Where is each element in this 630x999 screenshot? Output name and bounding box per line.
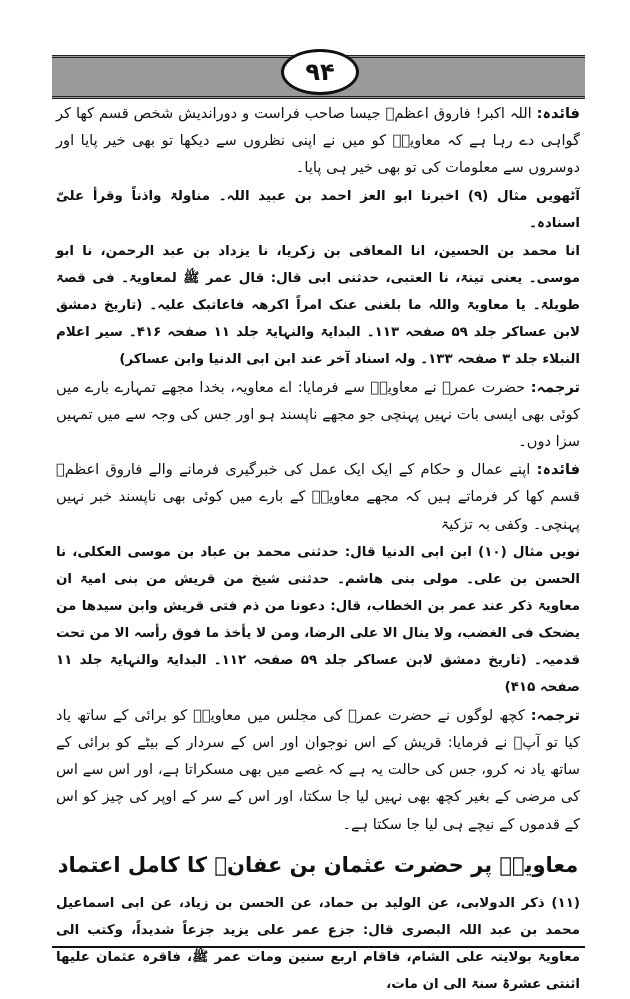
paragraph-translation-1: [56, 374, 580, 456]
chapter-heading: معاویہؓ پر حضرت عثمان بن عفانؓ کا کامل اعتماد: [57, 852, 579, 877]
paragraph-label: آٹھویں مثال (۹): [467, 188, 580, 204]
paragraph-text: ذکر الدولابی، عن الولید بن حماد، عن الحسن بن زیاد، عن ابی اسماعیل محمد بن عبد اللہ البصری قال: جزع عمر علی یزید جزعاً شدیداً، وکتب الی معاویۃ بولایتہ علی الشام، فاقام اربع سنین ومات عمر ﷺ، فاقرہ عثمان علیھا اثنتی عشرۃ سنۃ الی ان مات،: [56, 895, 580, 992]
paragraph-translation-2: [56, 702, 580, 838]
paragraph-note-1: [56, 100, 580, 182]
page-number: ۹۴: [281, 49, 359, 95]
paragraph-text: حضرت عمرؓ نے معاویہؓ سے فرمایا: اے معاویہ، بخدا مجھے تمہارے بارے میں کوئی بھی ایسی بات نہیں پہنچی جو مجھے ناپسند ہو اور جس کی وجہ سے میں تمہیں سزا دوں۔: [56, 378, 580, 451]
paragraph-text: اخبرنا ابو العز احمد بن عبید اللہ۔ مناولۃ واذناً وقرأ علیّ اسنادہ۔: [56, 188, 580, 231]
paragraph-text: کچھ لوگوں نے حضرت عمرؓ کی مجلس میں معاویہؓ کو برائی کے ساتھ یاد کیا تو آپؓ نے فرمایا: قریش کے اس نوجوان اور اس کے سردار کے بیٹے کو برائی کے ساتھ یاد نہ کرو، جس کی حالت یہ ہے کہ غصے میں بھی مسکراتا ہے، اور اس سے اس کی مرضی کے بغیر کچھ بھی نہیں لیا جا سکتا، اور اس کے سر کے اوپر کی چیز کو اس کے قدموں کے نیچے ہی لیا جا سکتا ہے۔: [56, 706, 580, 833]
paragraph-text: اللہ اکبر! فاروق اعظمؓ جیسا صاحب فراست و دوراندیش شخص قسم کھا کر گواہی دے رہا ہے کہ معاویہؓ کو میں نے اپنی نظروں سے دیکھا تو بھی خیر پایا اور دوسروں سے معلومات کی تو بھی خیر ہی پایا۔: [56, 105, 580, 177]
page-footer-rule: [52, 946, 585, 948]
paragraph-closing: [56, 890, 580, 998]
paragraph-label: ترجمہ:: [530, 706, 580, 724]
paragraph-example-9: [56, 539, 580, 701]
paragraph-text: ابن ابی الدنیا قال: حدثنی محمد بن عباد بن موسی العکلی، نا الحسن بن علی۔ مولی بنی ھاشم۔ حدثنی شیخ من قریش من بنی امیۃ ان معاویۃ ذکر عند عمر بن الخطاب، قال: دعونا من ذم فتی قریش وابن سیدھا من یضحک فی الغضب، ولا ینال الا علی الرضا، ومن لا یأخذ ما فوق رأسہ الا من تحت قدمیہ۔ (تاریخ دمشق لابن عساکر جلد ۵۹ صفحہ ۱۱۲۔ البدایۃ والنہایۃ جلد ۱۱ صفحہ ۴۱۵): [56, 544, 580, 695]
paragraph-example-8: [56, 183, 580, 237]
page-body: [56, 100, 580, 999]
paragraph-isnad-1: [56, 238, 580, 373]
paragraph-text: انا محمد بن الحسین، انا المعافی بن زکریا، نا یزداد بن عبد الرحمن، نا ابو موسی۔ یعنی تینۃ، نا العتبی، حدثنی ابی قال: قال عمر ﷺ لمعاویۃ۔ فی قصۃ طویلۃ۔ یا معاویۃ واللہ ما بلغنی عنک امراً اکرھہ فاعاتبک علیہ۔ (تاریخ دمشق لابن عساکر جلد ۵۹ صفحہ ۱۱۳۔ البدایۃ والنہایۃ جلد ۱۱ صفحہ ۴۱۶۔ سیر اعلام النبلاء جلد ۳ صفحہ ۱۳۳۔ ولہ اسناد آخر عند ابن ابی الدنیا وابن عساکر): [56, 243, 580, 367]
paragraph-label: ترجمہ:: [530, 378, 581, 396]
paragraph-note-2: [56, 456, 580, 538]
paragraph-label: فائدہ:: [536, 461, 581, 479]
paragraph-label: (۱۱): [551, 895, 580, 911]
paragraph-label: فائدہ:: [536, 105, 580, 122]
paragraph-text: اپنے عمال و حکام کے ایک ایک عمل کی خبرگیری فرمانے والے فاروق اعظمؓ قسم کھا کر فرماتے ہیں کہ مجھے معاویہؓ کے بارے میں کوئی بھی ناپسند خبر نہیں پہنچی۔ وکفی بہ تزکیۃ: [56, 461, 580, 533]
paragraph-label: نویں مثال (۱۰): [478, 544, 580, 560]
